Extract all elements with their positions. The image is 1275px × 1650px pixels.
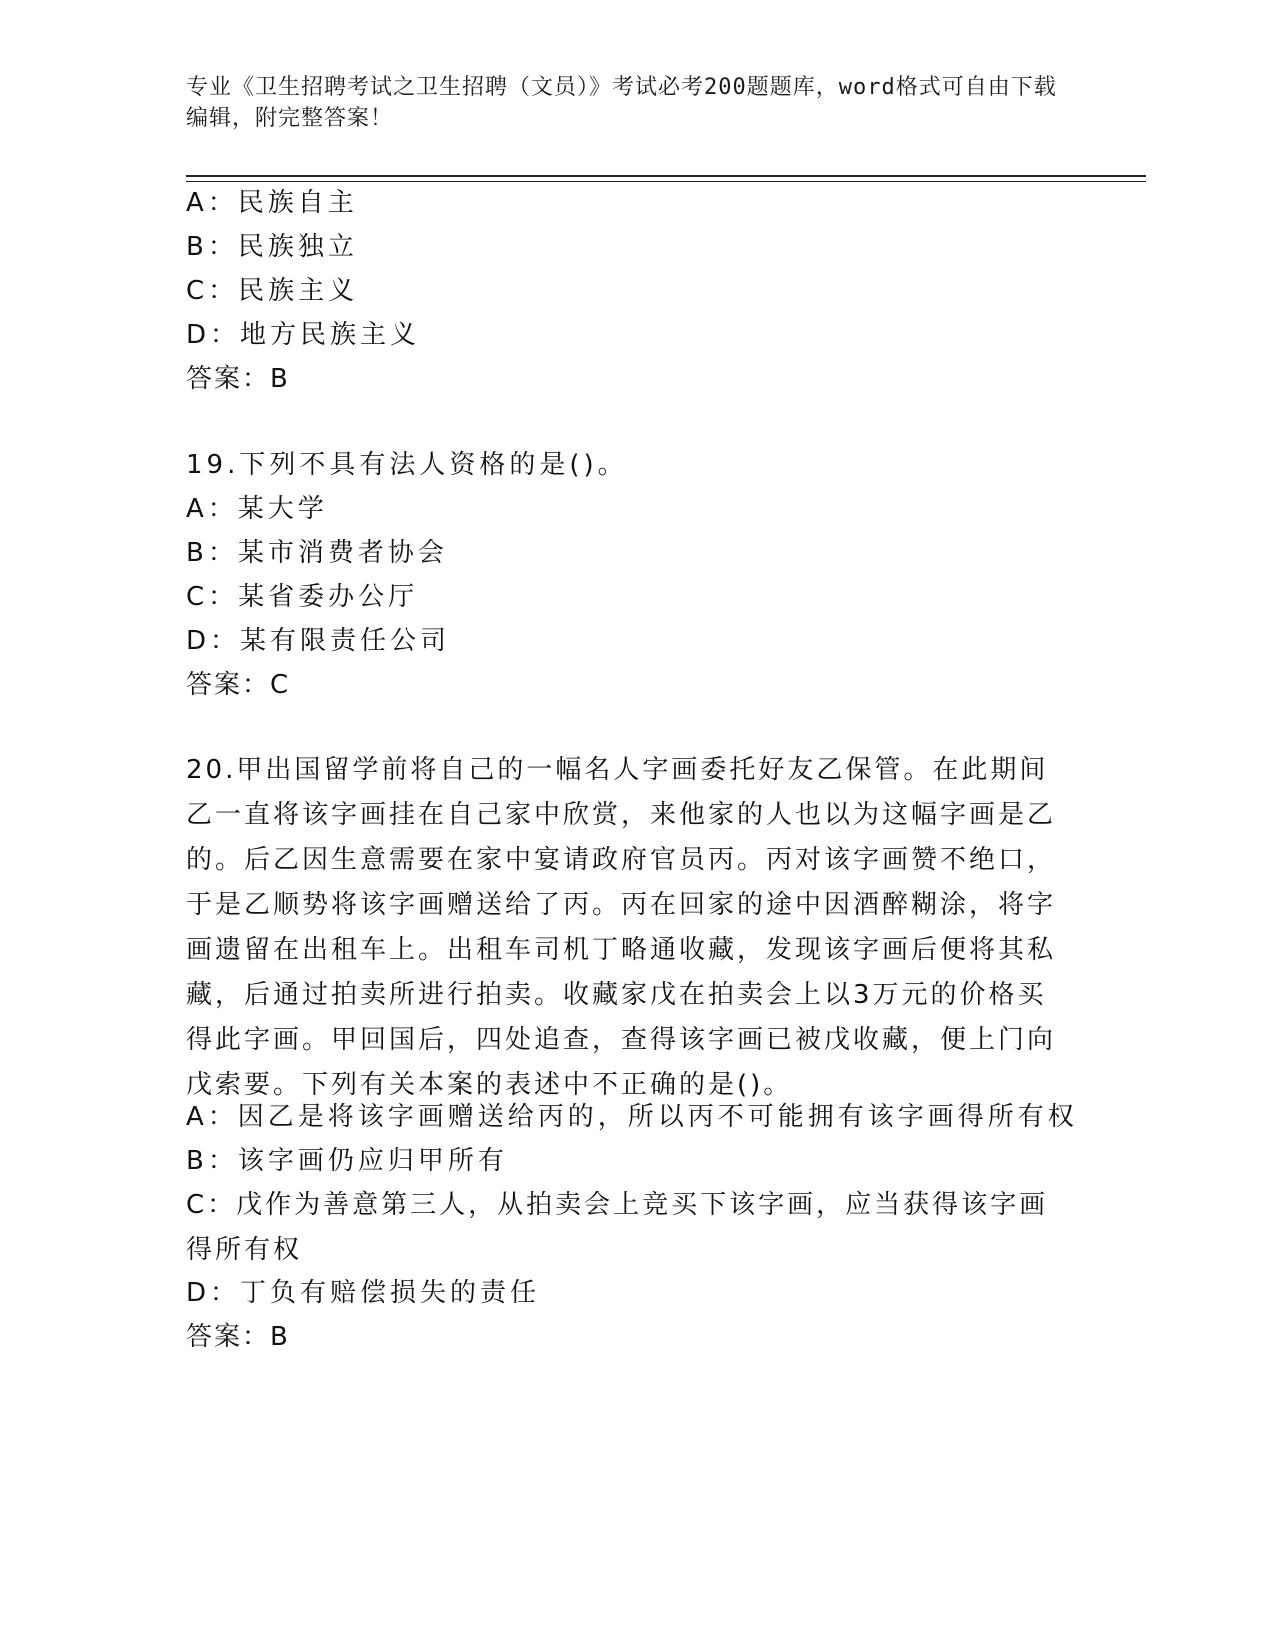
- q19-question: 19.下列不具有法人资格的是()。: [186, 450, 628, 480]
- q18-answer: 答案：B: [186, 364, 290, 394]
- document-header: 专业《卫生招聘考试之卫生招聘（文员）》考试必考200题题库，word格式可自由下载编辑，附完整答案！: [186, 75, 1057, 131]
- q20-answer: 答案：B: [186, 1322, 290, 1352]
- q20-option-b: B：该字画仍应归甲所有: [186, 1146, 508, 1176]
- q19-option-c: C：某省委办公厅: [186, 582, 419, 612]
- header-rule-thick: [186, 175, 1146, 177]
- q18-option-c: C：民族主义: [186, 276, 359, 306]
- q20-question: 20.甲出国留学前将自己的一幅名人字画委托好友乙保管。在此期间乙一直将该字画挂在自己家中欣赏，来他家的人也以为这幅字画是乙的。后乙因生意需要在家中宴请政府官员丙。丙对该字画赞不绝口，于是乙顺势将该字画赠送给了丙。丙在回家的途中因酒醉糊涂，将字画遗留在出租车上。出租车司机丁略通收藏，发现该字画后便将其私藏，后通过拍卖所进行拍卖。收藏家戊在拍卖会上以3万元的价格买得此字画。甲回国后，四处追查，查得该字画已被戊收藏，便上门向戊索要。下列有关本案的表述中不正确的是()。: [186, 755, 1057, 1100]
- q19-option-b: B：某市消费者协会: [186, 538, 448, 568]
- q20-option-a: A：因乙是将该字画赠送给丙的，所以丙不可能拥有该字画得所有权: [186, 1102, 1078, 1132]
- q19-option-d: D：某有限责任公司: [186, 626, 451, 656]
- q20-option-c: C：戊作为善意第三人，从拍卖会上竞买下该字画，应当获得该字画得所有权: [186, 1190, 1049, 1265]
- q19-option-a: A：某大学: [186, 494, 328, 524]
- q18-option-a: A：民族自主: [186, 188, 358, 218]
- q20-option-d: D：丁负有赔偿损失的责任: [186, 1278, 541, 1308]
- q19-answer: 答案：C: [186, 670, 291, 700]
- q18-option-d: D：地方民族主义: [186, 320, 421, 350]
- q18-option-b: B：民族独立: [186, 232, 358, 262]
